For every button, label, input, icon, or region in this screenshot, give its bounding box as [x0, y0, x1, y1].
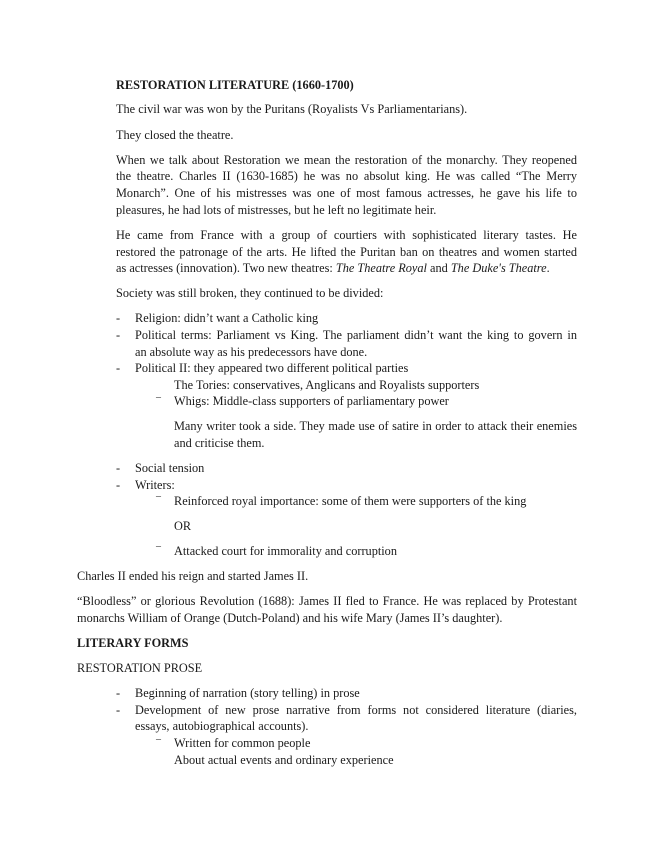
- sub-bullet-dash: –: [156, 392, 161, 403]
- religion-item: Religion: didn’t want a Catholic king: [135, 311, 319, 325]
- bullet-dash: -: [116, 461, 121, 475]
- bullet-dash: -: [116, 703, 121, 717]
- common-people-item: Written for common people: [174, 736, 311, 750]
- development-line-1: Development of new prose narrative from forms not considered literature (diaries,: [135, 703, 577, 717]
- writers-item: Writers:: [135, 478, 175, 492]
- revolution-line-1: “Bloodless” or glorious Revolution (1688): James II fled to France. He was replaced by Protestant: [77, 594, 577, 608]
- dukes-theatre: The Duke's Theatre: [450, 261, 547, 275]
- tories-item: The Tories: conservatives, Anglicans and Royalists supporters: [174, 378, 480, 392]
- page-title: RESTORATION LITERATURE (1660-1700): [116, 78, 354, 92]
- bullet-dash: -: [116, 478, 121, 492]
- revolution-line-2: monarchs William of Orange (Dutch-Poland) and his wife Mary (James II’s daughter).: [77, 611, 503, 625]
- sub-bullet-dash: –: [156, 491, 161, 502]
- narration-item: Beginning of narration (story telling) in prose: [135, 686, 360, 700]
- sub-bullet-dash: –: [156, 541, 161, 552]
- society-text: Society was still broken, they continued to be divided:: [116, 286, 384, 300]
- restoration-line-4: pleasures, he had lots of mistresses, but he left no legitimate heir.: [116, 203, 437, 217]
- or-text: OR: [174, 519, 192, 533]
- sub-bullet-dash: –: [156, 734, 161, 745]
- bullet-dash: -: [116, 686, 121, 700]
- charles-end-text: Charles II ended his reign and started James II.: [77, 569, 309, 583]
- france-line-3: [116, 261, 550, 276]
- restoration-prose-heading: RESTORATION PROSE: [77, 661, 203, 675]
- attacked-item: Attacked court for immorality and corruption: [174, 544, 397, 558]
- political-terms-line-2: an absolute way as his predecessors have done.: [135, 345, 368, 359]
- actual-events-item: About actual events and ordinary experience: [174, 753, 394, 767]
- satire-line-1: Many writer took a side. They made use of satire in order to attack their enemies: [174, 419, 577, 433]
- restoration-line-1: When we talk about Restoration we mean the restoration of the monarchy. They reopened: [116, 153, 577, 167]
- intro-paragraph-1: The civil war was won by the Puritans (Royalists Vs Parliamentarians).: [116, 102, 468, 116]
- theatre-royal: The Theatre Royal: [335, 261, 427, 275]
- reinforced-item: Reinforced royal importance: some of them were supporters of the king: [174, 494, 527, 508]
- france-line-1: He came from France with a group of courtiers with sophisticated literary tastes. He: [116, 228, 577, 242]
- political-2-item: Political II: they appeared two different political parties: [135, 361, 409, 375]
- and-text: and: [426, 261, 451, 275]
- france-line-3-prefix: as actresses (innovation). Two new theatres:: [116, 261, 336, 275]
- bullet-dash: -: [116, 361, 121, 375]
- restoration-line-2: the theatre. Charles II (1630-1685) he was no absolut king. He was called “The Merry: [116, 169, 577, 183]
- literary-forms-heading: LITERARY FORMS: [77, 636, 189, 650]
- satire-line-2: and criticise them.: [174, 436, 265, 450]
- france-line-2: restored the patronage of the arts. He lifted the Puritan ban on theatres and women started: [116, 245, 577, 259]
- period: .: [546, 261, 550, 275]
- social-tension-item: Social tension: [135, 461, 205, 475]
- restoration-line-3: Monarch”. One of his mistresses was one of most famous actresses, he gave his life to: [116, 186, 577, 200]
- bullet-dash: -: [116, 311, 121, 325]
- bullet-dash: -: [116, 328, 121, 342]
- development-line-2: essays, autobiographical accounts).: [135, 719, 309, 733]
- political-terms-line-1: Political terms: Parliament vs King. The parliament didn’t want the king to govern in: [135, 328, 577, 342]
- intro-paragraph-2: They closed the theatre.: [116, 128, 234, 142]
- whigs-item: Whigs: Middle-class supporters of parliamentary power: [174, 394, 449, 408]
